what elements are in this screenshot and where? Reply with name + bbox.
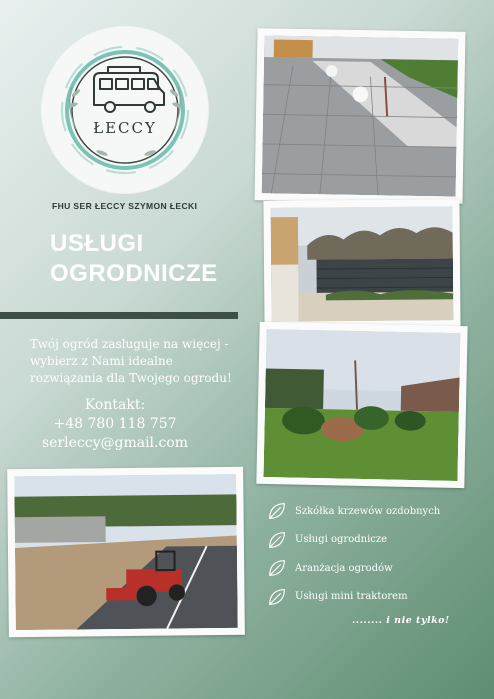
service-label: Szkółka krzewów ozdobnych — [295, 505, 441, 517]
logo-text: ŁECCY — [93, 119, 157, 137]
services-list — [266, 497, 440, 611]
photo-mini-tractor — [7, 467, 245, 637]
tagline: Twój ogród zasługuje na więcej - wybierz z Nami idealne rozwiązania dla Twojego ogrodu! — [30, 337, 232, 385]
camper-van-icon — [42, 27, 208, 193]
and-more-text: ........ i nie tylko! — [352, 615, 450, 626]
tractor-image — [14, 474, 238, 630]
photo-fence-garden — [263, 199, 460, 329]
photo-paved-patio — [255, 28, 466, 204]
page-title — [50, 229, 218, 289]
service-item — [266, 583, 440, 612]
service-label: Aranżacja ogrodów — [295, 562, 393, 574]
service-item — [266, 497, 440, 526]
service-item — [266, 554, 440, 583]
title-line-1: USŁUGI — [50, 230, 144, 257]
fence-image — [271, 206, 454, 322]
leaf-icon — [266, 500, 288, 522]
company-logo — [42, 27, 208, 193]
contact-block — [0, 396, 230, 453]
title-line-2: OGRODNICZE — [50, 260, 218, 287]
contact-email: serleccy@gmail.com — [41, 435, 189, 451]
contact-phone: +48 780 118 757 — [53, 416, 177, 432]
lawn-image — [263, 329, 460, 481]
service-item — [266, 526, 440, 555]
leaf-icon — [266, 557, 288, 579]
divider-bar — [0, 312, 238, 319]
leaf-icon — [266, 529, 288, 551]
service-label: Usługi ogrodnicze — [295, 534, 388, 546]
contact-heading: Kontakt: — [84, 397, 146, 413]
photo-lawn-shrubs — [256, 322, 467, 488]
company-name: FHU SER ŁECCY SZYMON ŁECKI — [52, 201, 198, 211]
leaf-icon — [266, 586, 288, 608]
service-label: Usługi mini traktorem — [295, 591, 408, 603]
patio-image — [262, 35, 459, 196]
